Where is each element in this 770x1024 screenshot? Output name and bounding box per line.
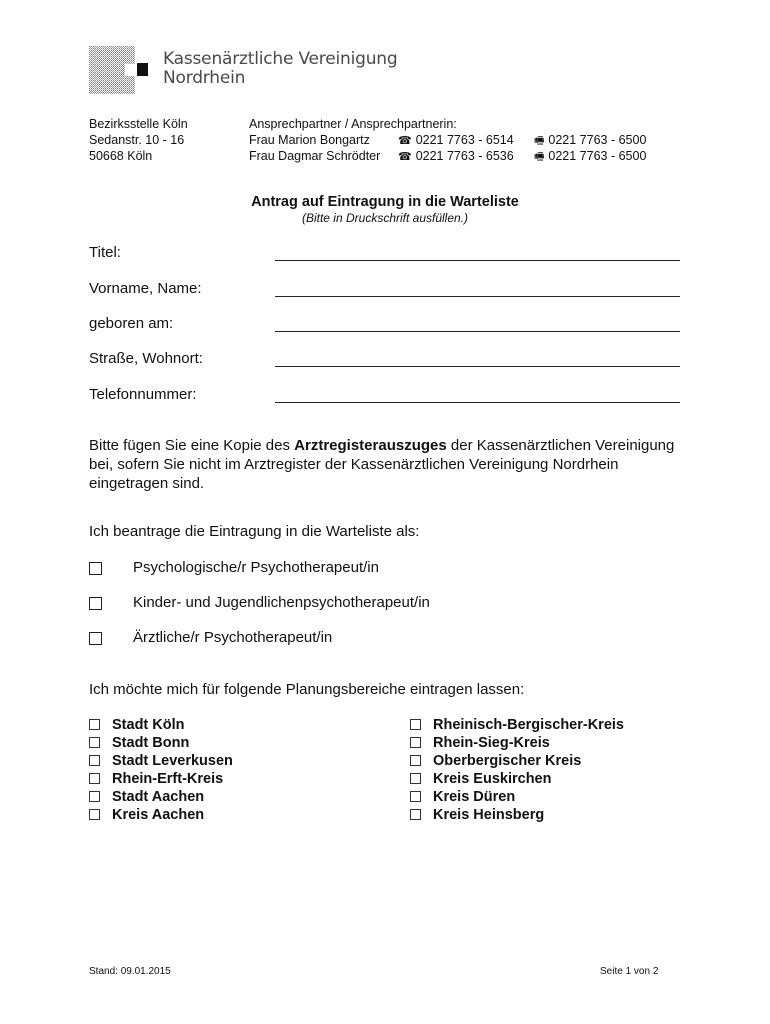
option-label: Kinder- und Jugendlichenpsychotherapeut/in: [133, 594, 430, 611]
contact-fax: 0221 7763 - 6500: [548, 149, 647, 163]
district-label: Rheinisch-Bergischer-Kreis: [433, 717, 624, 733]
district-item[interactable]: [89, 806, 233, 824]
district-checkbox[interactable]: [89, 737, 100, 748]
note-text-after: der Kassenärztlichen Vereinigung bei, sofern Sie nicht im Arztregister der Kassenärztlichen Vereinigung Nordrhein eingetragen sind.: [89, 437, 675, 492]
district-item[interactable]: [89, 788, 233, 806]
title-input-line[interactable]: [275, 260, 680, 261]
field-label-address: Straße, Wohnort:: [89, 350, 203, 367]
field-label-birthdate: geboren am:: [89, 315, 174, 332]
planning-label: Ich möchte mich für folgende Planungsbereiche eintragen lassen:: [89, 681, 525, 698]
district-item[interactable]: [89, 734, 233, 752]
phone-input-line[interactable]: [275, 402, 680, 403]
contact-row: [249, 132, 646, 149]
footer-date: Stand: 09.01.2015: [89, 966, 171, 977]
district-item[interactable]: [410, 752, 624, 770]
district-item[interactable]: [410, 716, 624, 734]
district-label: Oberbergischer Kreis: [433, 753, 582, 769]
office-street: Sedanstr. 10 - 16: [89, 133, 185, 147]
option-checkbox[interactable]: [89, 597, 102, 610]
name-input-line[interactable]: [275, 296, 680, 297]
office-name: Bezirksstelle Köln: [89, 117, 188, 131]
contact-row: [249, 148, 646, 165]
districts-left-list: [89, 716, 233, 824]
logo-line-1: Kassenärztliche Vereinigung: [163, 49, 398, 69]
contacts-heading: Ansprechpartner / Ansprechpartnerin:: [249, 117, 457, 131]
register-note: [89, 436, 689, 493]
district-label: Kreis Aachen: [112, 807, 205, 823]
district-checkbox[interactable]: [89, 755, 100, 766]
district-checkbox[interactable]: [89, 809, 100, 820]
request-label: Ich beantrage die Eintragung in die Warteliste als:: [89, 523, 420, 540]
district-label: Kreis Heinsberg: [433, 807, 545, 823]
logo-line-2: Nordrhein: [163, 68, 246, 88]
district-label: Rhein-Erft-Kreis: [112, 771, 224, 787]
contact-phone: 0221 7763 - 6514: [415, 133, 514, 147]
district-checkbox[interactable]: [410, 719, 421, 730]
district-checkbox[interactable]: [89, 791, 100, 802]
phone-icon: ☎: [398, 134, 412, 147]
district-label: Kreis Euskirchen: [433, 771, 552, 787]
district-label: Stadt Leverkusen: [112, 753, 233, 769]
district-item[interactable]: [410, 770, 624, 788]
option-label: Ärztliche/r Psychotherapeut/in: [133, 629, 333, 646]
district-item[interactable]: [89, 716, 233, 734]
district-checkbox[interactable]: [410, 791, 421, 802]
field-label-name: Vorname, Name:: [89, 280, 202, 297]
fax-icon: 🖷: [534, 150, 545, 163]
field-label-phone: Telefonnummer:: [89, 386, 197, 403]
district-item[interactable]: [410, 734, 624, 752]
district-item[interactable]: [410, 788, 624, 806]
contact-fax: 0221 7763 - 6500: [548, 133, 647, 147]
district-checkbox[interactable]: [89, 719, 100, 730]
district-label: Kreis Düren: [433, 789, 516, 805]
district-checkbox[interactable]: [410, 809, 421, 820]
contact-phone: 0221 7763 - 6536: [415, 149, 514, 163]
field-label-title: Titel:: [89, 244, 121, 261]
kvno-logo-mark: [89, 46, 149, 94]
district-item[interactable]: [89, 752, 233, 770]
fax-icon: 🖷: [534, 134, 545, 147]
districts-right-list: [410, 716, 624, 824]
district-label: Stadt Bonn: [112, 735, 190, 751]
address-input-line[interactable]: [275, 366, 680, 367]
kvno-logo-text: [163, 50, 397, 88]
district-item[interactable]: [410, 806, 624, 824]
district-label: Stadt Aachen: [112, 789, 205, 805]
district-item[interactable]: [89, 770, 233, 788]
contact-name: Frau Marion Bongartz: [249, 133, 370, 147]
district-checkbox[interactable]: [410, 773, 421, 784]
option-checkbox[interactable]: [89, 562, 102, 575]
phone-icon: ☎: [398, 150, 412, 163]
footer-page-number: Seite 1 von 2: [600, 966, 659, 977]
option-label: Psychologische/r Psychotherapeut/in: [133, 559, 379, 576]
note-text-bold: Arztregisterauszuges: [294, 437, 447, 454]
district-checkbox[interactable]: [410, 737, 421, 748]
form-title: Antrag auf Eintragung in die Warteliste: [251, 194, 519, 210]
district-checkbox[interactable]: [89, 773, 100, 784]
contact-name: Frau Dagmar Schrödter: [249, 149, 381, 163]
district-label: Stadt Köln: [112, 717, 185, 733]
note-text-before: Bitte fügen Sie eine Kopie des: [89, 437, 295, 454]
district-checkbox[interactable]: [410, 755, 421, 766]
form-subtitle: (Bitte in Druckschrift ausfüllen.): [301, 211, 469, 225]
office-city: 50668 Köln: [89, 149, 153, 163]
office-address: [89, 116, 188, 164]
district-label: Rhein-Sieg-Kreis: [433, 735, 550, 751]
option-checkbox[interactable]: [89, 632, 102, 645]
birthdate-input-line[interactable]: [275, 331, 680, 332]
